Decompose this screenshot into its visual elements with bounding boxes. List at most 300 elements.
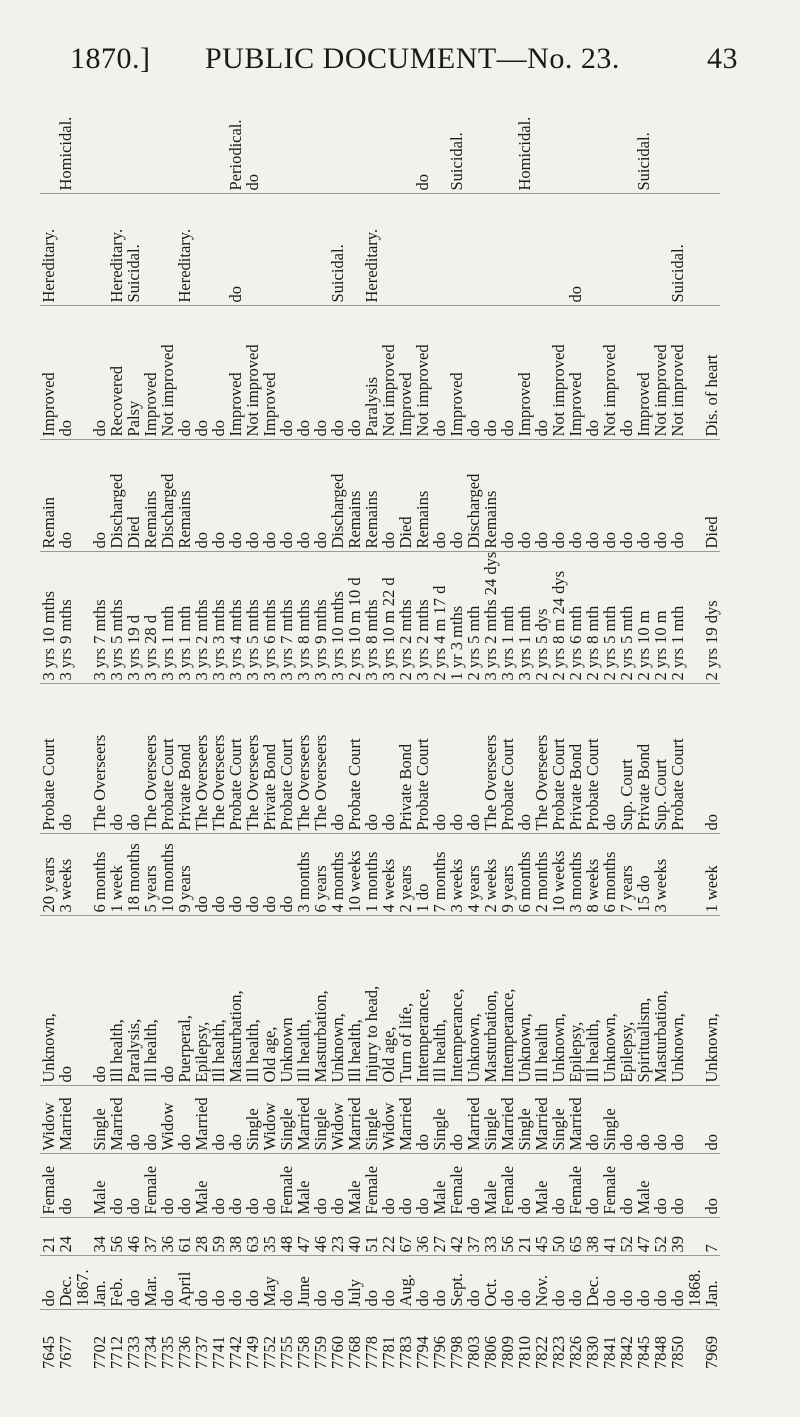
date-cell: do (618, 1256, 635, 1310)
time-cell: 3 yrs 19 d (125, 552, 142, 684)
time-cell: 3 yrs 1 mth (499, 552, 516, 684)
result-cell: do (584, 306, 601, 440)
court-cell: do (448, 684, 465, 834)
sex-cell: do (329, 1154, 346, 1218)
age-cell: 38 (584, 1218, 601, 1256)
result-cell: Improved (448, 306, 465, 440)
sex-cell (686, 1154, 703, 1218)
predisposition-cell (431, 194, 448, 306)
propensity-cell (74, 68, 91, 194)
number-cell: 7742 (226, 1336, 245, 1369)
sex-cell: do (669, 1154, 686, 1218)
discharge-cell: do (210, 440, 227, 552)
table-row (686, 68, 703, 1372)
predisposition-cell: Hereditary. (363, 194, 380, 306)
table-row (210, 68, 227, 1372)
civil-cell: do (448, 1086, 465, 1154)
predisposition-cell (703, 194, 720, 306)
court-cell (686, 684, 703, 834)
duration-cell: 8 weeks (584, 834, 601, 916)
table-row (380, 68, 397, 1372)
document-title: PUBLIC DOCUMENT—No. 23. (205, 42, 620, 75)
time-cell: 3 yrs 6 mths (261, 552, 278, 684)
civil-cell: do (703, 1086, 720, 1154)
civil-cell: do (635, 1086, 652, 1154)
discharge-cell: do (278, 440, 295, 552)
discharge-cell: do (652, 440, 669, 552)
duration-cell: 4 weeks (380, 834, 397, 916)
table-row (125, 68, 142, 1372)
court-cell: Probate Court (584, 684, 601, 834)
discharge-cell: do (584, 440, 601, 552)
court-cell: do (601, 684, 618, 834)
result-cell: do (533, 306, 550, 440)
table-row (482, 68, 499, 1372)
age-cell: 21 (40, 1218, 57, 1256)
discharge-cell: Remains (142, 440, 159, 552)
date-cell: do (210, 1256, 227, 1310)
cause-cell: Unknown, (703, 916, 720, 1086)
time-cell: 3 yrs 1 mth (176, 552, 193, 684)
predisposition-cell (57, 194, 74, 306)
discharge-cell: Remains (176, 440, 193, 552)
court-cell: Private Bond (261, 684, 278, 834)
number-cell: 7794 (413, 1336, 432, 1369)
number-cell: 7734 (141, 1336, 160, 1369)
number-cell: 7759 (311, 1336, 330, 1369)
discharge-cell: do (312, 440, 329, 552)
time-cell: 2 yrs 10 m (635, 552, 652, 684)
civil-cell: Widow (40, 1086, 57, 1154)
propensity-cell (142, 68, 159, 194)
age-cell: 46 (125, 1218, 142, 1256)
discharge-cell: Remain (40, 440, 57, 552)
result-cell: Not improved (380, 306, 397, 440)
table-row (363, 68, 380, 1372)
cause-cell: Ill health, (108, 916, 125, 1086)
court-cell: do (703, 684, 720, 834)
age-cell: 47 (635, 1218, 652, 1256)
time-cell: 2 yrs 5 mth (465, 552, 482, 684)
sex-cell: do (261, 1154, 278, 1218)
discharge-cell: do (295, 440, 312, 552)
number-cell: 7781 (379, 1336, 398, 1369)
time-cell (74, 552, 91, 684)
propensity-cell (499, 68, 516, 194)
civil-cell: Married (567, 1086, 584, 1154)
predisposition-cell (516, 194, 533, 306)
time-cell: 2 yrs 19 dys (703, 552, 720, 684)
result-cell: Not improved (550, 306, 567, 440)
civil-cell: Married (193, 1086, 210, 1154)
time-cell: 3 yrs 7 mths (91, 552, 108, 684)
court-cell: The Overseers (244, 684, 261, 834)
table-row (74, 68, 91, 1372)
cause-cell: Ill health, (244, 916, 261, 1086)
date-cell: do (380, 1256, 397, 1310)
date-cell: Jan. (91, 1256, 108, 1310)
result-cell: Not improved (244, 306, 261, 440)
propensity-cell: Periodical. (227, 68, 244, 194)
number-cell: 7845 (634, 1336, 653, 1369)
date-cell: do (669, 1256, 686, 1310)
number-cell: 7841 (600, 1336, 619, 1369)
sex-cell: Female (363, 1154, 380, 1218)
number-cell: 7810 (515, 1336, 534, 1369)
cause-cell: Epilepsy, (567, 916, 584, 1086)
court-cell: Probate Court (159, 684, 176, 834)
civil-cell: do (669, 1086, 686, 1154)
number-cell: 7737 (192, 1336, 211, 1369)
predisposition-cell (414, 194, 431, 306)
predisposition-cell (550, 194, 567, 306)
result-cell: do (278, 306, 295, 440)
duration-cell: do (210, 834, 227, 916)
propensity-cell (329, 68, 346, 194)
predisposition-cell (397, 194, 414, 306)
predisposition-cell (278, 194, 295, 306)
civil-cell: Married (57, 1086, 74, 1154)
result-cell: do (346, 306, 363, 440)
time-cell: 3 yrs 5 mths (108, 552, 125, 684)
age-cell: 36 (159, 1218, 176, 1256)
cause-cell: Ill health, (142, 916, 159, 1086)
propensity-cell: do (414, 68, 431, 194)
number-cell: 7741 (209, 1336, 228, 1369)
age-cell: 50 (550, 1218, 567, 1256)
duration-cell: 2 months (533, 834, 550, 916)
propensity-cell (176, 68, 193, 194)
predisposition-cell: do (227, 194, 244, 306)
age-cell: 59 (210, 1218, 227, 1256)
result-cell: do (499, 306, 516, 440)
propensity-cell (669, 68, 686, 194)
result-cell: Not improved (159, 306, 176, 440)
duration-cell (686, 834, 703, 916)
duration-cell: 10 weeks (346, 834, 363, 916)
time-cell: 3 yrs 1 mth (159, 552, 176, 684)
civil-cell: Widow (261, 1086, 278, 1154)
table-row (635, 68, 652, 1372)
court-cell: do (329, 684, 346, 834)
discharge-cell: Discharged (329, 440, 346, 552)
sex-cell: Male (533, 1154, 550, 1218)
court-cell: Probate Court (40, 684, 57, 834)
time-cell: 2 yrs 4 m 17 d (431, 552, 448, 684)
time-cell: 3 yrs 10 mths (40, 552, 57, 684)
duration-cell: 6 months (516, 834, 533, 916)
age-cell: 42 (448, 1218, 465, 1256)
age-cell: 63 (244, 1218, 261, 1256)
duration-cell: 3 weeks (652, 834, 669, 916)
propensity-cell (346, 68, 363, 194)
number-cell: 7969 (702, 1336, 721, 1369)
civil-cell: Single (244, 1086, 261, 1154)
duration-cell (74, 834, 91, 916)
propensity-cell (584, 68, 601, 194)
duration-cell: 1 week (703, 834, 720, 916)
table-row (465, 68, 482, 1372)
predisposition-cell: Suicidal. (669, 194, 686, 306)
propensity-cell (465, 68, 482, 194)
result-cell (74, 306, 91, 440)
civil-cell: do (142, 1086, 159, 1154)
age-cell: 22 (380, 1218, 397, 1256)
sex-cell: do (652, 1154, 669, 1218)
discharge-cell: Discharged (159, 440, 176, 552)
duration-cell: 20 years (40, 834, 57, 916)
propensity-cell (380, 68, 397, 194)
civil-cell: Married (533, 1086, 550, 1154)
civil-cell: Widow (329, 1086, 346, 1154)
number-cell: 7712 (107, 1336, 126, 1369)
date-cell: do (601, 1256, 618, 1310)
sex-cell: Male (482, 1154, 499, 1218)
table-row (261, 68, 278, 1372)
discharge-cell: do (380, 440, 397, 552)
result-cell: do (312, 306, 329, 440)
discharge-cell: do (533, 440, 550, 552)
number-cell: 7645 (39, 1336, 58, 1369)
predisposition-cell (584, 194, 601, 306)
time-cell: 2 yrs 10 m 10 d (346, 552, 363, 684)
predisposition-cell (465, 194, 482, 306)
cause-cell (74, 916, 91, 1086)
civil-cell: Married (499, 1086, 516, 1154)
court-cell: The Overseers (482, 684, 499, 834)
date-cell: Nov. (533, 1256, 550, 1310)
propensity-cell (550, 68, 567, 194)
number-cell (74, 1310, 91, 1372)
civil-cell: Widow (159, 1086, 176, 1154)
sex-cell: Female (567, 1154, 584, 1218)
result-cell: do (465, 306, 482, 440)
duration-cell: 18 months (125, 834, 142, 916)
time-cell: 3 yrs 2 mths (193, 552, 210, 684)
duration-cell: do (244, 834, 261, 916)
propensity-cell (703, 68, 720, 194)
result-cell: Not improved (652, 306, 669, 440)
table-row (567, 68, 584, 1372)
duration-cell: 9 years (499, 834, 516, 916)
discharge-cell: do (227, 440, 244, 552)
table-row (448, 68, 465, 1372)
discharge-cell (686, 440, 703, 552)
date-cell: do (499, 1256, 516, 1310)
age-cell: 47 (295, 1218, 312, 1256)
duration-cell: 2 weeks (482, 834, 499, 916)
propensity-cell (91, 68, 108, 194)
predisposition-cell (499, 194, 516, 306)
propensity-cell: Homicidal. (516, 68, 533, 194)
predisposition-cell (295, 194, 312, 306)
duration-cell: 1 week (108, 834, 125, 916)
court-cell: do (380, 684, 397, 834)
time-cell: 3 yrs 10 m 22 d (380, 552, 397, 684)
duration-cell: 3 months (567, 834, 584, 916)
number-cell: 7760 (328, 1336, 347, 1369)
date-cell: 1868. (686, 1256, 703, 1310)
time-cell: 3 yrs 1 mth (516, 552, 533, 684)
sex-cell: do (703, 1154, 720, 1218)
duration-cell: 2 years (397, 834, 414, 916)
sex-cell: do (159, 1154, 176, 1218)
result-cell: do (329, 306, 346, 440)
civil-cell (74, 1086, 91, 1154)
sex-cell: do (584, 1154, 601, 1218)
civil-cell: Single (363, 1086, 380, 1154)
propensity-cell (193, 68, 210, 194)
sex-cell: do (125, 1154, 142, 1218)
duration-cell: do (193, 834, 210, 916)
discharge-cell: do (448, 440, 465, 552)
date-cell: do (40, 1256, 57, 1310)
civil-cell: Married (108, 1086, 125, 1154)
cause-cell: Intemperance, (448, 916, 465, 1086)
sex-cell: do (550, 1154, 567, 1218)
sex-cell: Male (346, 1154, 363, 1218)
sex-cell: Female (448, 1154, 465, 1218)
predisposition-cell (686, 194, 703, 306)
date-cell: do (550, 1256, 567, 1310)
cause-cell: Unknown, (550, 916, 567, 1086)
court-cell: Private Bond (567, 684, 584, 834)
civil-cell: do (414, 1086, 431, 1154)
result-cell: Improved (227, 306, 244, 440)
predisposition-cell: Hereditary. (176, 194, 193, 306)
civil-cell: Single (482, 1086, 499, 1154)
table-row (91, 68, 108, 1372)
table-row (176, 68, 193, 1372)
propensity-cell: do (244, 68, 261, 194)
propensity-cell (125, 68, 142, 194)
discharge-cell: do (57, 440, 74, 552)
patient-register (40, 88, 750, 1372)
number-cell: 7823 (549, 1336, 568, 1369)
duration-cell: 3 months (295, 834, 312, 916)
age-cell: 37 (465, 1218, 482, 1256)
time-cell: 2 yrs 6 mth (567, 552, 584, 684)
cause-cell: Unknown, (465, 916, 482, 1086)
number-cell (686, 1310, 703, 1372)
propensity-cell (363, 68, 380, 194)
sex-cell: do (516, 1154, 533, 1218)
time-cell: 2 yrs 2 mths (397, 552, 414, 684)
date-cell: do (567, 1256, 584, 1310)
age-cell: 48 (278, 1218, 295, 1256)
date-cell: do (193, 1256, 210, 1310)
cause-cell: Ill health, (584, 916, 601, 1086)
age-cell: 56 (108, 1218, 125, 1256)
register-table (40, 68, 720, 1372)
discharge-cell: do (669, 440, 686, 552)
propensity-cell (159, 68, 176, 194)
result-cell: Palsy (125, 306, 142, 440)
court-cell: Probate Court (550, 684, 567, 834)
discharge-cell: do (618, 440, 635, 552)
number-cell: 7755 (277, 1336, 296, 1369)
number-cell: 7735 (158, 1336, 177, 1369)
sex-cell: Male (91, 1154, 108, 1218)
predisposition-cell: Suicidal. (329, 194, 346, 306)
discharge-cell: do (550, 440, 567, 552)
table-row (516, 68, 533, 1372)
date-cell: May (261, 1256, 278, 1310)
cause-cell: Ill health, (346, 916, 363, 1086)
cause-cell: Ill health (533, 916, 550, 1086)
date-cell: do (312, 1256, 329, 1310)
date-cell: do (159, 1256, 176, 1310)
result-cell: Improved (567, 306, 584, 440)
table-row (703, 68, 720, 1372)
court-cell: do (108, 684, 125, 834)
age-cell: 56 (499, 1218, 516, 1256)
date-cell: do (329, 1256, 346, 1310)
civil-cell: Single (516, 1086, 533, 1154)
court-cell: The Overseers (210, 684, 227, 834)
duration-cell: do (227, 834, 244, 916)
table-row (533, 68, 550, 1372)
propensity-cell (601, 68, 618, 194)
sex-cell: Female (142, 1154, 159, 1218)
cause-cell: Unknown, (40, 916, 57, 1086)
result-cell: Not improved (669, 306, 686, 440)
result-cell: do (91, 306, 108, 440)
date-cell: July (346, 1256, 363, 1310)
number-cell: 7736 (175, 1336, 194, 1369)
number-cell: 7798 (447, 1336, 466, 1369)
age-cell: 61 (176, 1218, 193, 1256)
age-cell: 40 (346, 1218, 363, 1256)
date-cell: 1867. (74, 1256, 91, 1310)
age-cell: 34 (91, 1218, 108, 1256)
predisposition-cell (91, 194, 108, 306)
civil-cell: Widow (380, 1086, 397, 1154)
discharge-cell: Remains (346, 440, 363, 552)
date-cell: do (465, 1256, 482, 1310)
discharge-cell: Discharged (465, 440, 482, 552)
cause-cell: Turn of life, (397, 916, 414, 1086)
sex-cell: do (312, 1154, 329, 1218)
sex-cell: Female (601, 1154, 618, 1218)
table-row (601, 68, 618, 1372)
age-cell: 52 (618, 1218, 635, 1256)
civil-cell: do (584, 1086, 601, 1154)
court-cell: Probate Court (669, 684, 686, 834)
sex-cell: Male (635, 1154, 652, 1218)
number-cell: 7850 (668, 1336, 687, 1369)
table-row (397, 68, 414, 1372)
cause-cell: Intemperance, (414, 916, 431, 1086)
cause-cell: do (159, 916, 176, 1086)
date-cell: April (176, 1256, 193, 1310)
table-row (652, 68, 669, 1372)
result-cell: do (482, 306, 499, 440)
time-cell: 2 yrs 1 mth (669, 552, 686, 684)
result-cell: Improved (40, 306, 57, 440)
register-body (40, 68, 720, 1372)
age-cell: 45 (533, 1218, 550, 1256)
number-cell: 7826 (566, 1336, 585, 1369)
time-cell: 3 yrs 2 mths (414, 552, 431, 684)
propensity-cell (40, 68, 57, 194)
number-cell: 7830 (583, 1336, 602, 1369)
cause-cell: Masturbation, (312, 916, 329, 1086)
age-cell (74, 1218, 91, 1256)
predisposition-cell (533, 194, 550, 306)
result-cell: Improved (142, 306, 159, 440)
propensity-cell (618, 68, 635, 194)
